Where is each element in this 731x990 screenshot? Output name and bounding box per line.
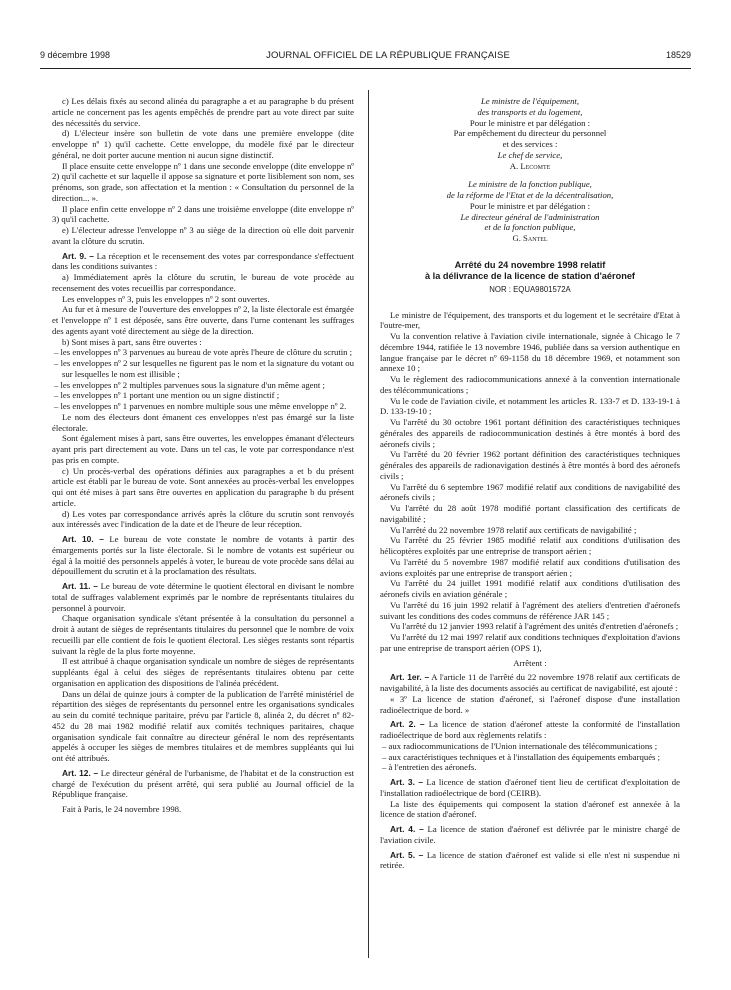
article-text: La réception et le recensement des votes par correspondance s'effectuent dans les conditions suivantes : [52,250,354,272]
column-divider [368,90,369,958]
list-item: – les enveloppes nº 3 parvenues au bureau de vote après l'heure de clôture du scrutin ; [54,347,353,358]
paragraph: Au fur et à mesure de l'ouverture des enveloppes nº 2, la liste électorale est émargée et l'enveloppe nº 1 est déposée, sans être ouverte, dans l'urne contenant les suffrages des agents ayant voté directement au siège de la direction. [52,304,354,336]
paragraph: Chaque organisation syndicale s'étant présentée à la consultation du personnel a droit à autant de sièges de représentants titulaires du personnel que le nombre de voix recueilli par elle contient de fois le quotient électoral. Les sièges restants sont répartis suivant la règle de la plus forte moyenne. [52,613,354,656]
visa: Vu l'arrêté du 12 janvier 1993 relatif à l'agrément des unités d'entretien d'aéronefs ; [390,621,679,632]
article-text: Le bureau de vote constate le nombre de votants à partir des émargements portés sur la liste électorale. Si le nombre de votants est supérieur ou égal à la moitié des personnels appelés à voter, le bureau de vote procède sans délai au dépouillement du scrutin et à la proclamation des résultats. [52,534,354,577]
article-text: La licence de station d'aéronef est délivrée par le ministre chargé de l'aviation civile. [380,824,680,845]
visa: Vu l'arrêté du 30 octobre 1961 portant définition des caractéristiques techniques générales des appareils de radiocommunication destinés à être montés à bord des aéronefs civils ; [380,417,680,449]
signature-date: Fait à Paris, le 24 novembre 1998. [62,804,182,814]
header-rule [40,68,691,69]
signature-line: des transports et du logement, [477,106,583,117]
article-label: Art. 11. – [62,581,98,591]
list-item: – les enveloppes nº 1 parvenues en nombre multiple sous une même enveloppe nº 2. [54,401,347,411]
paragraph: La liste des équipements qui composent la station d'aéronef est annexée à la licence de station d'aéronef. [380,798,680,820]
list-item: – aux caractéristiques techniques et à l'installation des équipements embarqués ; [382,751,661,762]
article-text: Le bureau de vote détermine le quotient électoral en divisant le nombre total de suffrages valablement exprimés par le nombre de représentants titulaires du personnel à pourvoir. [52,581,354,613]
article-1 [380,672,680,694]
paragraph: Le nom des électeurs dont émanent ces enveloppes n'est pas émargé sur la liste électorale. [52,411,354,433]
paragraph: Il place enfin cette enveloppe nº 2 dans une troisième enveloppe (dite enveloppe nº 3) qu'il cachette. [52,203,354,225]
article-text: La licence de station d'aéronef tient lieu de certificat d'exploitation de l'installation radioélectrique de bord (CEIRB). [380,777,680,798]
paragraph: Dans un délai de quinze jours à compter de la publication de l'arrêté ministériel de répartition des sièges de représentants du personnel entre les organisations syndicales au sein du comité technique paritaire, prévu par l'article 8, alinéa 2, du décret nº 82-452 du 28 mai 1982 modifié relatif aux comités techniques paritaires, chaque organisation syndicale fait connaître au directeur général le nom des représentants appelés à occuper les sièges de membres titulaires et de membres suppléants qui lui ont été attribués. [52,688,354,763]
article-9 [52,251,354,273]
signatory-name: G. Santel [512,233,548,243]
paragraph: Les enveloppes nº 3, puis les enveloppes nº 2 sont ouvertes. [62,293,270,304]
left-column [52,96,354,815]
visa: Vu l'arrêté du 24 juillet 1991 modifié relatif aux conditions d'utilisation des aéronefs civils en aviation générale ; [380,578,680,599]
visa: Vu l'arrêté du 25 février 1985 modifié relatif aux conditions d'utilisation des hélicoptères exploités par une entreprise de transport aérien ; [380,535,680,556]
article-label: Art. 12. – [62,767,99,778]
article-text: A l'article 11 de l'arrêté du 22 novembre 1978 relatif aux certificats de navigabilité, à la liste des documents associés au certificat de navigabilité, est ajouté : [380,672,680,693]
arrete-title: à la délivrance de la licence de station d'aéronef [424,270,635,281]
list-item: – aux radiocommunications de l'Union internationale des télécommunications ; [382,740,658,751]
signatory-name: A. Lecomte [509,160,551,171]
signature-line: et des services : [502,139,558,149]
paragraph: a) Immédiatement après la clôture du scrutin, le bureau de vote procède au recensement des votes recueillis par correspondance. [52,272,354,293]
list-item: – à l'entretien des aéronefs. [382,762,477,773]
article-label: Art. 10. – [62,534,104,544]
page-header [40,50,691,64]
article-11 [52,581,354,613]
header-date: 9 décembre 1998 [40,50,111,60]
article-label: Art. 4. – [390,824,424,834]
list-item: – les enveloppes nº 1 portant une mention ou un signe distinctif ; [54,390,280,401]
visa: Vu l'arrêté du 28 août 1978 modifié portant classification des certificats de navigabilité ; [380,503,680,524]
paragraph: d) L'électeur insère son bulletin de vote dans une première enveloppe (dite enveloppe nº 1) qu'il cachette. Cette enveloppe, du modèle fixé par le directeur général, ne doit porter aucune mention ni aucun signe distinctif. [52,128,354,160]
paragraph: Il est attribué à chaque organisation syndicale un nombre de sièges de représentants suppléants égal à celui des sièges de représentants titulaires obtenu par cette organisation en application des dispositions de l'alinéa précédent. [52,656,354,688]
signature-line: Le ministre de la fonction publique, [468,179,592,190]
paragraph: Sont également mises à part, sans être ouvertes, les enveloppes émanant d'électeurs ayant pris part directement au vote. Dans un tel cas, le vote par correspondance n'est pas pris en compte. [52,433,354,465]
arrete-heading [380,260,680,296]
visa: Vu l'arrêté du 20 février 1962 portant définition des caractéristiques techniques générales des appareils de radionavigation destinés à être montés à bord des aéronefs civils ; [380,449,680,481]
visa: Vu l'arrêté du 6 septembre 1967 modifié relatif aux conditions de navigabilité des aéronefs civils ; [380,481,680,503]
signature-line: Le directeur général de l'administration [460,211,600,222]
page-number: 18529 [665,50,691,60]
visa: Vu le code de l'aviation civile, et notamment les articles R. 133-7 et D. 133-19-1 à D. 133-19-10 ; [380,395,680,417]
article-text: Le directeur général de l'urbanisme, de l'habitat et de la construction est chargé de l'exécution du présent arrêté, qui sera publié au Journal officiel de la République française. [52,767,354,800]
list-item: – les enveloppes nº 2 multiples parvenues sous la signature d'un même agent ; [54,379,325,390]
article-4 [380,824,680,846]
article-text: La licence de station d'aéronef atteste la conformité de l'installation radioélectrique de bord aux règlements relatifs : [380,719,680,740]
signature-line: Par empêchement du directeur du personnel [453,128,607,139]
signature-line: Pour le ministre et par délégation : [469,200,591,211]
signature-block-equipment [380,96,680,171]
signature-line: et de la fonction publique, [484,222,576,233]
paragraph: Le ministre de l'équipement, des transports et du logement et le secrétaire d'Etat à l'outre-mer, [380,309,680,331]
arretent: Arrêtent : [513,657,547,668]
paragraph: b) Sont mises à part, sans être ouvertes : [62,336,202,347]
visa: Vu la convention relative à l'aviation civile internationale, signée à Chicago le 7 décembre 1944, ratifiée le 13 novembre 1946, publiée dans sa version authentique en langue française par le décret nº 69-1158 du 18 décembre 1969, et notamment son annexe 10 ; [380,331,680,374]
paragraph: c) Un procès-verbal des opérations définies aux paragraphes a et b du présent article est établi par le bureau de vote. Sont annexées au procès-verbal les enveloppes qui ont été mises à part sans être ouvertes en application du paragraphe b du présent article. [52,465,354,508]
article-10 [52,534,354,577]
visa: Vu l'arrêté du 12 mai 1997 relatif aux conditions techniques d'exploitation d'avions par une entreprise de transport aérien (OPS 1), [380,632,680,653]
right-column [380,96,680,871]
list-item: – les enveloppes nº 2 sur lesquelles ne figurent pas le nom et la signature du votant ou sur lesquelles le nom est illisible ; [54,358,354,379]
visa: Vu l'arrêté du 5 novembre 1987 modifié relatif aux conditions d'utilisation des avions exploités par une entreprise de transport aérien ; [380,556,680,578]
paragraph: c) Les délais fixés au second alinéa du paragraphe a et au paragraphe b du présent article ne concernent pas les agents empêchés de prendre part au vote direct par suite des nécessités du service. [52,96,354,128]
visa: Vu l'arrêté du 16 juin 1992 relatif à l'agrément des ateliers d'entretien d'aéronefs suivant les conditions des codes communs de référence JAR 145 ; [380,599,680,621]
visa: Vu l'arrêté du 22 novembre 1978 relatif aux certificats de navigabilité ; [390,524,637,535]
signature-line: Le chef de service, [497,149,563,160]
signature-line: Le ministre de l'équipement, [480,96,580,106]
article-12 [52,768,354,800]
article-3 [380,777,680,799]
signature-line: de la réforme de l'Etat et de la décentralisation, [446,190,614,200]
article-label: Art. 9. – [62,250,94,261]
article-label: Art. 3. – [390,777,424,787]
visa: Vu le règlement des radiocommunications annexé à la convention internationale des télécommunications ; [380,374,680,395]
article-label: Art. 2. – [390,719,425,730]
article-2 [380,719,680,741]
journal-title: JOURNAL OFFICIEL DE LA RÉPUBLIQUE FRANÇAISE [266,50,510,61]
signature-block-fonction-publique [380,179,680,244]
arrete-title: Arrêté du 24 novembre 1998 relatif [454,259,606,270]
paragraph: d) Les votes par correspondance arrivés après la clôture du scrutin sont renvoyés aux intéressés avec l'indication de la date et de l'heure de leur réception. [52,508,354,530]
article-text: La licence de station d'aéronef est valide si elle n'est ni suspendue ni retirée. [380,849,680,871]
article-5 [380,850,680,872]
paragraph: « 3º La licence de station d'aéronef, si l'aéronef dispose d'une installation radioélectrique de bord. » [380,693,680,715]
paragraph: Il place ensuite cette enveloppe nº 1 dans une seconde enveloppe (dite enveloppe nº 2) qu'il cachette et sur laquelle il appose sa signature et porte lisiblement son nom, ses prénoms, son grade, son affectation et la mention : « Consultation du personnel de la direction... ». [52,160,354,203]
nor-reference: NOR : EQUA9801572A [489,284,571,294]
paragraph: e) L'électeur adresse l'enveloppe nº 3 au siège de la direction où elle doit parvenir avant la clôture du scrutin. [52,225,354,246]
article-label: Art. 5. – [390,849,424,860]
article-label: Art. 1er. – [390,672,430,683]
signature-line: Pour le ministre et par délégation : [469,117,591,128]
